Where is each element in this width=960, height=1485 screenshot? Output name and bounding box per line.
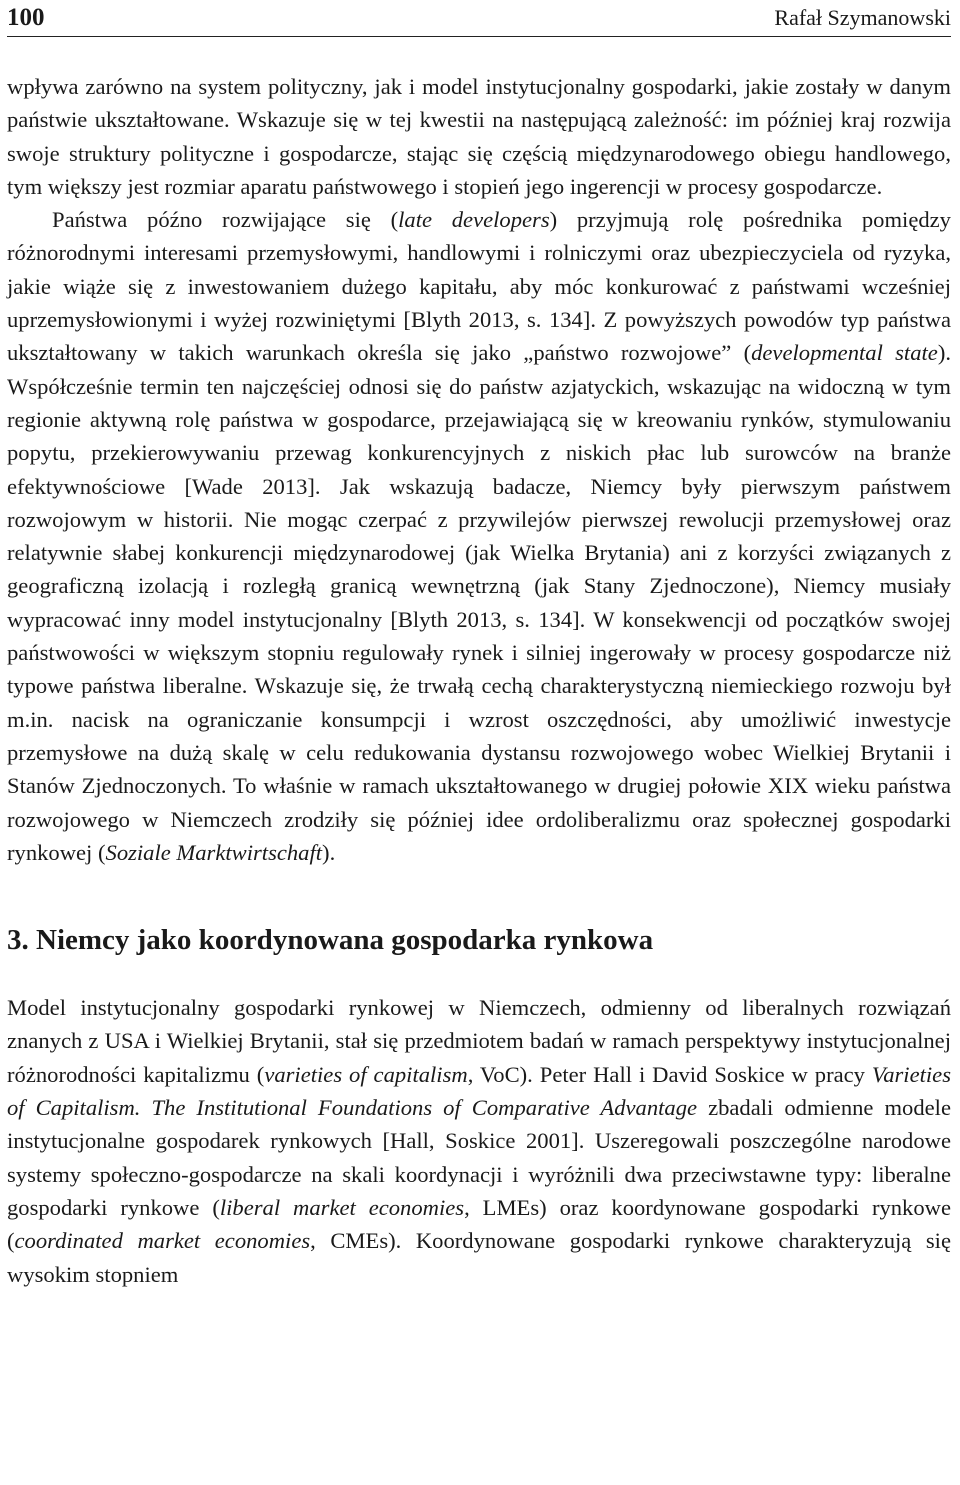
text-run: Państwa późno rozwijające się ( (52, 207, 399, 233)
text-run: zbadali odmienne modele instytucjonalne gospodarek rynkowych [Hall, Soskice 2001]. Uszeregowali poszczególne narodowe systemy społeczno-gospodarcze na skali koordynacji i wyróżnili dwa przeciwstawne typy: liberalne gospodarki rynkowe ( (7, 1095, 951, 1220)
italic-title: Varieties of Capitalism. The Institutional Foundations of Comparative Advantage (7, 1061, 951, 1121)
italic-term: Soziale Marktwirtschaft (105, 839, 323, 865)
text-run: , CMEs). Koordynowane gospodarki rynkowe charakteryzują się wysokim stopniem (7, 1228, 951, 1287)
italic-term: late developers (398, 207, 550, 233)
text-run: ). (322, 839, 336, 865)
paragraph-varieties-of-capitalism (7, 991, 951, 1291)
text-run: ) przyjmują rolę pośrednika pomiędzy różnorodnymi interesami przemysłowymi, handlowymi i rolniczymi oraz ubezpieczyciela od ryzyka, jakie wiąże się z inwestowaniem dużego kapitału, aby móc konkurować z państwami wcześniej uprzemysłowionymi i wyżej rozwiniętymi [Blyth 2013, s. 134]. Z powyższych powodów typ państwa ukształtowany w takich warunkach określa się jako „państwo rozwojowe” ( (7, 207, 951, 366)
text-run: Model instytucjonalny gospodarki rynkowej w Niemczech, odmienny od liberalnych rozwiązań znanych z USA i Wielkiej Brytanii, stał się przedmiotem badań w ramach perspektywy instytucjonalnej różnorodności kapitalizmu ( (7, 995, 951, 1087)
italic-term: coordinated market economies (14, 1228, 311, 1254)
running-author: Rafał Szymanowski (774, 5, 951, 30)
running-header (7, 0, 951, 37)
text-run: ). Współcześnie termin ten najczęściej odnosi się do państw azjatyckich, wskazując na widoczną w tym regionie aktywną rolę państwa w gospodarce, przejawiającą się w kreowaniu rynków, stymulowaniu popytu, przekierowywaniu przewag konkurencyjnych z niskich płac lub surowców na branże efektywnościowe [Wade 2013]. Jak wskazują badacze, Niemcy były pierwszym państwem rozwojowym w historii. Nie mogąc czerpać z przywilejów pierwszej rewolucji przemysłowej oraz relatywnie słabej konkurencji międzynarodowej (jak Wielka Brytania) ani z korzyści związanych z geograficzną izolacją i rozległą granicą wewnętrzną (jak Stany Zjednoczone), Niemcy musiały wypracować inny model instytucjonalny [Blyth 2013, s. 134]. W konsekwencji od początków swojej państwowości w większym stopniu regulowały rynek i silniej ingerowały w procesy gospodarcze niż typowe państwa liberalne. Wskazuje się, że trwałą cechą charakterystyczną niemieckiego rozwoju był m.in. nacisk na ograniczanie konsumpcji i wzrost oszczędności, aby umożliwić inwestycje przemysłowe na dużą skalę w celu redukowania dystansu rozwojowego wobec Wielkiej Brytanii i Stanów Zjednoczonych. To właśnie w ramach ukształtowanego w drugiej połowie XIX wieku państwa rozwojowego w Niemczech zrodziły się później idee ordoliberalizmu oraz społecznej gospodarki rynkowej ( (7, 340, 951, 865)
section-heading: 3. Niemcy jako koordynowana gospodarka rynkowa (7, 924, 654, 957)
italic-term: varieties of capitalism (264, 1061, 468, 1087)
text-run: , VoC). Peter Hall i David Soskice w pracy (467, 1061, 872, 1087)
paragraph-developmental-state (7, 203, 951, 869)
paragraph-continuation: wpływa zarówno na system polityczny, jak i model instytucjonalny gospodarki, jakie zostały w danym państwie ukształtowane. Wskazuje się w tej kwestii na następującą zależność: im później kraj rozwija swoje struktury polityczne i gospodarcze, stając się częścią międzynarodowego obiegu handlowego, tym większy jest rozmiar aparatu państwowego i stopień jego ingerencji w procesy gospodarcze. (7, 74, 951, 199)
page-number: 100 (7, 4, 45, 31)
italic-term: liberal market economies (219, 1194, 465, 1220)
text-run: , LMEs) oraz koordynowane gospodarki rynkowe ( (7, 1194, 952, 1254)
italic-term: developmental state (751, 340, 938, 366)
